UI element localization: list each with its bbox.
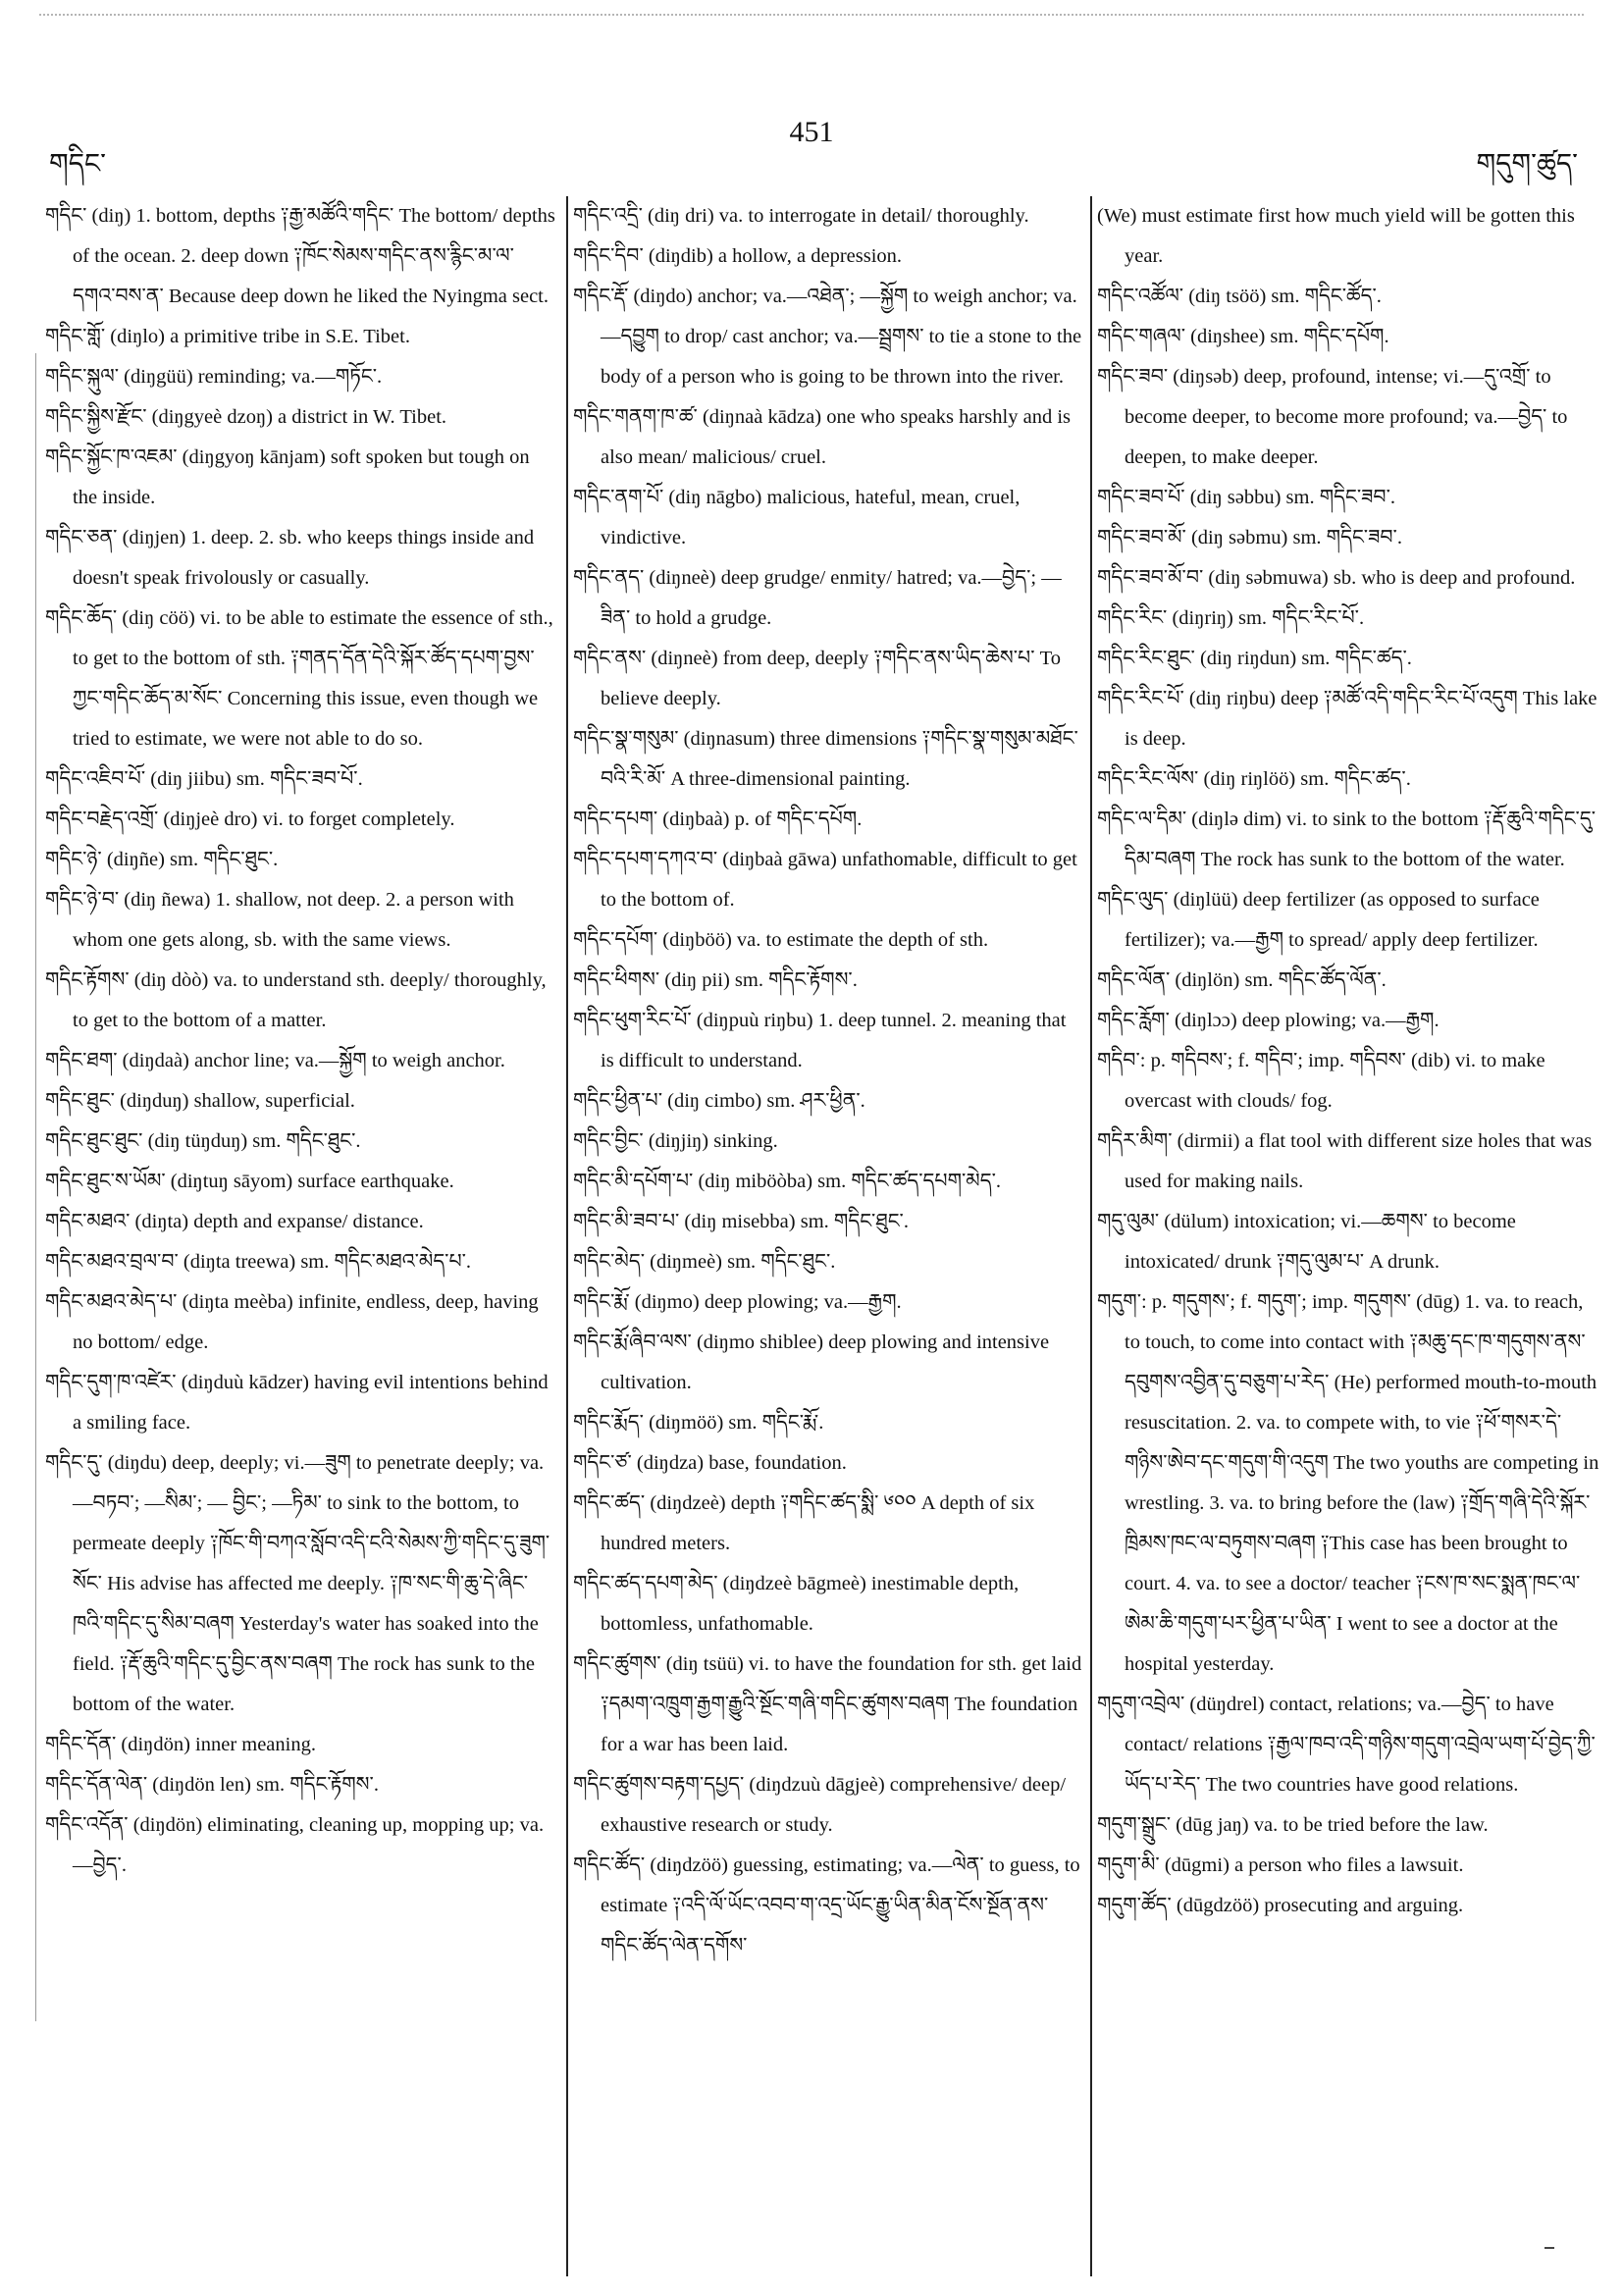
dictionary-entry: གདིང་རིང་ཐུང་ (diŋ riŋdun) sm. གདིང་ཚད་.: [1097, 648, 1412, 669]
dictionary-entry: གདིང་བརྗེད་འགྲོ་ (diŋjeè dro) vi. to forget completely.: [45, 809, 455, 830]
dictionary-entry: གདིང་འདོན་ (diŋdön) eliminating, cleaning up, mopping up; va.—བྱེད་.: [45, 1814, 545, 1876]
dictionary-entry: གདིང་མཐའ་ (diŋta) depth and expanse/ distance.: [45, 1211, 424, 1232]
dictionary-entry: གདིང་ཟབ་པོ་ (diŋ səbbu) sm. གདིང་ཟབ་.: [1097, 487, 1396, 508]
page-number: 451: [789, 116, 834, 148]
dictionary-entry: གདིང་རྡོ་ (diŋdo) anchor; va.—འཐེན་; —སྐྱོག to weigh anchor; va.—དབྱུག to drop/ cast anchor; va.—སྦྲགས་ to tie a stone to the body of a person who is going to be thrown into the river.: [573, 286, 1082, 388]
dictionary-entry: གདིང་དཔོག་ (diŋböö) va. to estimate the depth of sth.: [573, 929, 989, 951]
dictionary-entry: གདིང་སྐུལ་ (diŋgüü) reminding; va.—གཏོང་.: [45, 366, 383, 388]
dictionary-entry: གདིང་རློག་ (diŋlɔɔ) deep plowing; va.—རྒྱག.: [1097, 1010, 1440, 1031]
dictionary-entry: གདིང་མི་ཟབ་པ་ (diŋ misebba) sm. གདིང་ཐུང་.: [573, 1211, 909, 1232]
column-2: [573, 196, 1083, 2276]
dictionary-entry: གདིང་རིང་པོ་ (diŋ riŋbu) deep ༑མཚོ་འདི་གདིང་རིང་པོ་འདུག This lake is deep.: [1097, 688, 1597, 750]
dictionary-entry: གདིང་མཐའ་བྲལ་བ་ (diŋta treewa) sm. གདིང་མཐའ་མེད་པ་.: [45, 1251, 472, 1273]
scan-top-edge: [39, 14, 1584, 16]
dictionary-entry: གདིང་ཕྱིན་པ་ (diŋ cimbo) sm. ཤར་ཕྱིན་.: [573, 1090, 865, 1112]
dictionary-entry: གདིང་ཉེ་ (diŋñe) sm. གདིང་ཐུང་.: [45, 849, 279, 870]
dictionary-entry: གདུག་: p. གདུགས་; f. གདུག་; imp. གདུགས་ (dūg) 1. va. to reach, to touch, to come into contact with ༑མཆུ་དང་ཁ་གདུགས་ནས་དབུགས་འབྱིན་དུ་བཅུག་པ་རེད་ (He) performed mouth-to-mouth resuscitation. 2. va. to compete with, to vie ༑ཕོ་གསར་དེ་གཉིས་ཨེབ་དང་གདུག་གི་འདུག The two youths are competing in wrestling. 3. va. to bring before the (law) ༑གྲོད་གཞི་དེའི་སྐོར་ཁྲིམས་ཁང་ལ་བཏུགས་བཞག ༑This case has been brought to court. 4. va. to see a doctor/ teacher ༑ངས་ཁ་སང་སྨན་ཁང་ལ་ཨེམ་ཆི་གདུག་པར་ཕྱིན་པ་ཡིན་ I went to see a doctor at the hospital yesterday.: [1097, 1291, 1599, 1675]
dictionary-entry: གདིང་གློ་ (diŋlo) a primitive tribe in S.E. Tibet.: [45, 326, 410, 347]
dictionary-entry: གདིང་ཕིགས་ (diŋ pii) sm. གདིང་རྟོགས་.: [573, 969, 858, 991]
dictionary-entry: གདིང་རྨོ་ (diŋmo) deep plowing; va.—རྒྱག.: [573, 1291, 902, 1313]
dictionary-entry: གདིང་ཉེ་བ་ (diŋ ñewa) 1. shallow, not deep. 2. a person with whom one gets along, sb. with the same views.: [45, 889, 514, 951]
dictionary-entry: གདིང་དཔག་ (diŋbaà) p. of གདིང་དཔོག.: [573, 809, 863, 830]
dictionary-entry: གདིང་ཟབ་མོ་བ་ (diŋ səbmuwa) sb. who is deep and profound.: [1097, 567, 1576, 589]
page-edge-mark: [1544, 2247, 1554, 2249]
dictionary-entry: གདིང་དཔག་དཀའ་བ་ (diŋbaà gāwa) unfathomable, difficult to get to the bottom of.: [573, 849, 1077, 911]
column-1: [45, 196, 555, 2276]
dictionary-entry: གདིང་ནས་ (diŋneè) from deep, deeply ༑གདིང་ནས་ཡིད་ཆེས་པ་ To believe deeply.: [573, 648, 1061, 709]
dictionary-entry: གདུག་ཚོད་ (dūgdzöö) prosecuting and arguing.: [1097, 1895, 1464, 1916]
dictionary-entry: (We) must estimate first how much yield will be gotten this year.: [1097, 205, 1575, 267]
dictionary-entry: གདིང་བྱིང་ (diŋjiŋ) sinking.: [573, 1130, 778, 1152]
dictionary-entry: གདིང་འདྲི་ (diŋ dri) va. to interrogate in detail/ thoroughly.: [573, 205, 1029, 227]
dictionary-entry: གདིང་དིབ་ (diŋdib) a hollow, a depression.: [573, 245, 903, 267]
dictionary-entry: གདིང་ལུད་ (diŋlüü) deep fertilizer (as opposed to surface fertilizer); va.—རྒྱག to spread/ apply deep fertilizer.: [1097, 889, 1540, 951]
dictionary-entry: གདིང་གཞལ་ (diŋshee) sm. གདིང་དཔོག.: [1097, 326, 1389, 347]
entry-columns: [45, 196, 1603, 2276]
dictionary-entry: གདིང་ལོན་ (diŋlön) sm. གདིང་ཚོད་ལོན་.: [1097, 969, 1387, 991]
running-head-left: གདིང་: [49, 147, 106, 180]
dictionary-entry: གདིང་ཚད་ (diŋdzeè) depth ༑གདིང་ཚད་སྨི་ ༦༠༠ A depth of six hundred meters.: [573, 1492, 1035, 1554]
dictionary-entry: གདིང་ (diŋ) 1. bottom, depths ༑རྒྱ་མཚོའི་གདིང་ The bottom/ depths of the ocean. 2. deep down ༑ཁོང་སེམས་གདིང་ནས་རྙིང་མ་ལ་དགའ་བས་ན་ Because deep down he liked the Nyingma sect.: [45, 205, 555, 307]
dictionary-entry: གདིང་ཚུགས་ (diŋ tsüü) vi. to have the foundation for sth. get laid ༑དམག་འཁྲུག་རྒྱག་རྒྱུའི་སྔོང་གཞི་གདིང་ཚུགས་བཞག The foundation for a war has been laid.: [573, 1653, 1082, 1755]
dictionary-entry: གདིབ་: p. གདིབས་; f. གདིབ་; imp. གདིབས་ (dib) vi. to make overcast with clouds/ fog.: [1097, 1050, 1545, 1112]
dictionary-entry: གདིང་ཚོད་ (diŋdzöö) guessing, estimating; va.—ལེན་ to guess, to estimate ༑འདི་ལོ་ཡོང་འབབ་ག་འདྲ་ཡོང་རྒྱུ་ཡིན་མིན་ངོས་སྔོན་ནས་གདིང་ཚོད་ལེན་དགོས་: [573, 1854, 1080, 1957]
scan-left-margin-line: [35, 353, 44, 2021]
dictionary-entry: གདིང་ཟབ་མོ་ (diŋ səbmu) sm. གདིང་ཟབ་.: [1097, 527, 1402, 548]
dictionary-entry: གདིང་ཆོད་ (diŋ cöö) vi. to be able to estimate the essence of sth., to get to the bottom of sth. ༑གནད་དོན་དེའི་སྐོར་ཚོད་དཔག་བྱས་ཀྱང་གདིང་ཆོད་མ་སོང་ Concerning this issue, even though we tried to estimate, we were not able to do so.: [45, 607, 553, 750]
dictionary-entry: གདིང་འཚོལ་ (diŋ tsöö) sm. གདིང་ཚོད་.: [1097, 286, 1382, 307]
dictionary-entry: གདིང་མཐའ་མེད་པ་ (diŋta meèba) infinite, endless, deep, having no bottom/ edge.: [45, 1291, 539, 1353]
dictionary-entry: གདིང་རིང་ (diŋriŋ) sm. གདིང་རིང་པོ་.: [1097, 607, 1365, 629]
dictionary-entry: གདུག་འབྲེལ་ (düŋdrel) contact, relations; va.—བྱེད་ to have contact/ relations ༑རྒྱལ་ཁབ་འདི་གཉིས་གདུག་འབྲེལ་ཡག་པོ་བྱེད་ཀྱི་ཡོད་པ་རེད་ The two countries have good relations.: [1097, 1694, 1596, 1796]
dictionary-entry: གདིང་སྐྱོང་ཁ་འཇམ་ (diŋgyoŋ kānjam) soft spoken but tough on the inside.: [45, 446, 530, 508]
dictionary-entry: གདིང་ནད་ (diŋneè) deep grudge/ enmity/ hatred; va.—བྱེད་; —ཟིན་ to hold a grudge.: [573, 567, 1062, 629]
dictionary-entry: གདིང་ཐུང་ས་ཡོམ་ (diŋtuŋ sāyom) surface earthquake.: [45, 1171, 454, 1192]
dictionary-entry: གདིང་རྨོ་ཞིབ་ལས་ (diŋmo shiblee) deep plowing and intensive cultivation.: [573, 1331, 1050, 1393]
dictionary-entry: གདིང་དོན་ལེན་ (diŋdön len) sm. གདིང་རྟོགས་.: [45, 1774, 379, 1796]
dictionary-entry: གདིང་སྐྱིས་རྫོང་ (diŋgyeè dzoŋ) a district in W. Tibet.: [45, 406, 447, 428]
dictionary-entry: གདུ་ལུམ་ (dülum) intoxication; vi.—ཆགས་ to become intoxicated/ drunk ༑གདུ་ལུམ་པ་ A drunk.: [1097, 1211, 1516, 1273]
dictionary-entry: གདིང་རྨོད་ (diŋmöö) sm. གདིང་རྨོ་.: [573, 1412, 824, 1434]
dictionary-entry: གདིང་དོན་ (diŋdön) inner meaning.: [45, 1734, 316, 1755]
running-head-right: གདུག་ཚུད་: [1476, 147, 1578, 180]
dictionary-entry: གདིང་མི་དཔོག་པ་ (diŋ miböòba) sm. གདིང་ཚད་དཔག་མེད་.: [573, 1171, 1001, 1192]
dictionary-entry: གདིང་ཚུགས་བརྟག་དཔྱད་ (diŋdzuù dāgjeè) comprehensive/ deep/ exhaustive research or study.: [573, 1774, 1067, 1836]
dictionary-entry: གདིང་རྟོགས་ (diŋ dòò) va. to understand sth. deeply/ thoroughly, to get to the bottom of a matter.: [45, 969, 547, 1031]
dictionary-entry: གདུག་སྒྲུང་ (dūg jaŋ) va. to be tried before the law.: [1097, 1814, 1489, 1836]
dictionary-entry: གདིང་ཐུང་ (diŋduŋ) shallow, superficial.: [45, 1090, 355, 1112]
column-3: [1097, 196, 1603, 2276]
dictionary-entry: གདིང་འཇིབ་པོ་ (diŋ jiibu) sm. གདིང་ཟབ་པོ་.: [45, 768, 363, 790]
column-divider: [1090, 196, 1092, 2276]
dictionary-entry: གདིང་མེད་ (diŋmeè) sm. གདིང་ཐུང་.: [573, 1251, 836, 1273]
dictionary-entry: གདིང་ནག་པོ་ (diŋ nāgbo) malicious, hateful, mean, cruel, vindictive.: [573, 487, 1021, 548]
column-divider: [566, 196, 568, 2276]
dictionary-entry: གདིང་ཕུག་རིང་པོ་ (diŋpuù riŋbu) 1. deep tunnel. 2. meaning that is difficult to understand.: [573, 1010, 1067, 1071]
dictionary-entry: གདིང་ཅན་ (diŋjen) 1. deep. 2. sb. who keeps things inside and doesn't speak frivolously or casually.: [45, 527, 535, 589]
dictionary-entry: གདིང་ཟབ་ (diŋsəb) deep, profound, intense; vi.—དུ་འགྲོ་ to become deeper, to become more profound; va.—བྱེད་ to deepen, to make deeper.: [1097, 366, 1568, 468]
dictionary-entry: གདིང་ཚད་དཔག་མེད་ (diŋdzeè bāgmeè) inestimable depth, bottomless, unfathomable.: [573, 1573, 1020, 1635]
dictionary-entry: གདིར་མིག་ (dirmii) a flat tool with different size holes that was used for making nails.: [1097, 1130, 1593, 1192]
dictionary-entry: གདིང་ཐུང་ཐུང་ (diŋ tüŋduŋ) sm. གདིང་ཐུང་.: [45, 1130, 361, 1152]
dictionary-entry: གདིང་གནག་ཁ་ཚ་ (diŋnaà kādza) one who speaks harshly and is also mean/ malicious/ cruel.: [573, 406, 1071, 468]
dictionary-entry: གདིང་རིང་ལོས་ (diŋ riŋlöö) sm. གདིང་ཚད་.: [1097, 768, 1411, 790]
dictionary-entry: གདིང་ཙ་ (diŋdza) base, foundation.: [573, 1452, 847, 1474]
dictionary-entry: གདིང་སྣ་གསུམ་ (diŋnasum) three dimensions ༑གདིང་སྣ་གསུམ་མཐོང་བའི་རི་མོ་ A three-dimensional painting.: [573, 728, 1078, 790]
dictionary-entry: གདིང་དུག་ཁ་འཛེར་ (diŋduù kādzer) having evil intentions behind a smiling face.: [45, 1372, 549, 1434]
dictionary-entry: གདིང་ལ་དིམ་ (diŋlə dim) vi. to sink to the bottom ༑རྡོ་ཆུའི་གདིང་དུ་དིམ་བཞག The rock has sunk to the bottom of the water.: [1097, 809, 1596, 870]
dictionary-entry: གདིང་དུ་ (diŋdu) deep, deeply; vi.—ཟུག to penetrate deeply; va.—བཏབ་; —སིམ་; — བྱིང་; —ཏིམ་ to sink to the bottom, to permeate deeply ༑ཁོང་གི་བཀའ་སློབ་འདི་ངའི་སེམས་ཀྱི་གདིང་དུ་ཟུག་སོང་ His advise has affected me deeply. ༑ཁ་སང་གི་ཆུ་དེ་ཞིང་ཁའི་གདིང་དུ་སིམ་བཞག Yesterday's water has soaked into the field. ༑རྡོ་ཆུའི་གདིང་དུ་བྱིང་ནས་བཞག The rock has sunk to the bottom of the water.: [45, 1452, 550, 1715]
dictionary-entry: གདིང་ཐག་ (diŋdaà) anchor line; va.—སྐྱོག to weigh anchor.: [45, 1050, 505, 1071]
dictionary-entry: གདུག་མི་ (dūgmi) a person who files a lawsuit.: [1097, 1854, 1464, 1876]
